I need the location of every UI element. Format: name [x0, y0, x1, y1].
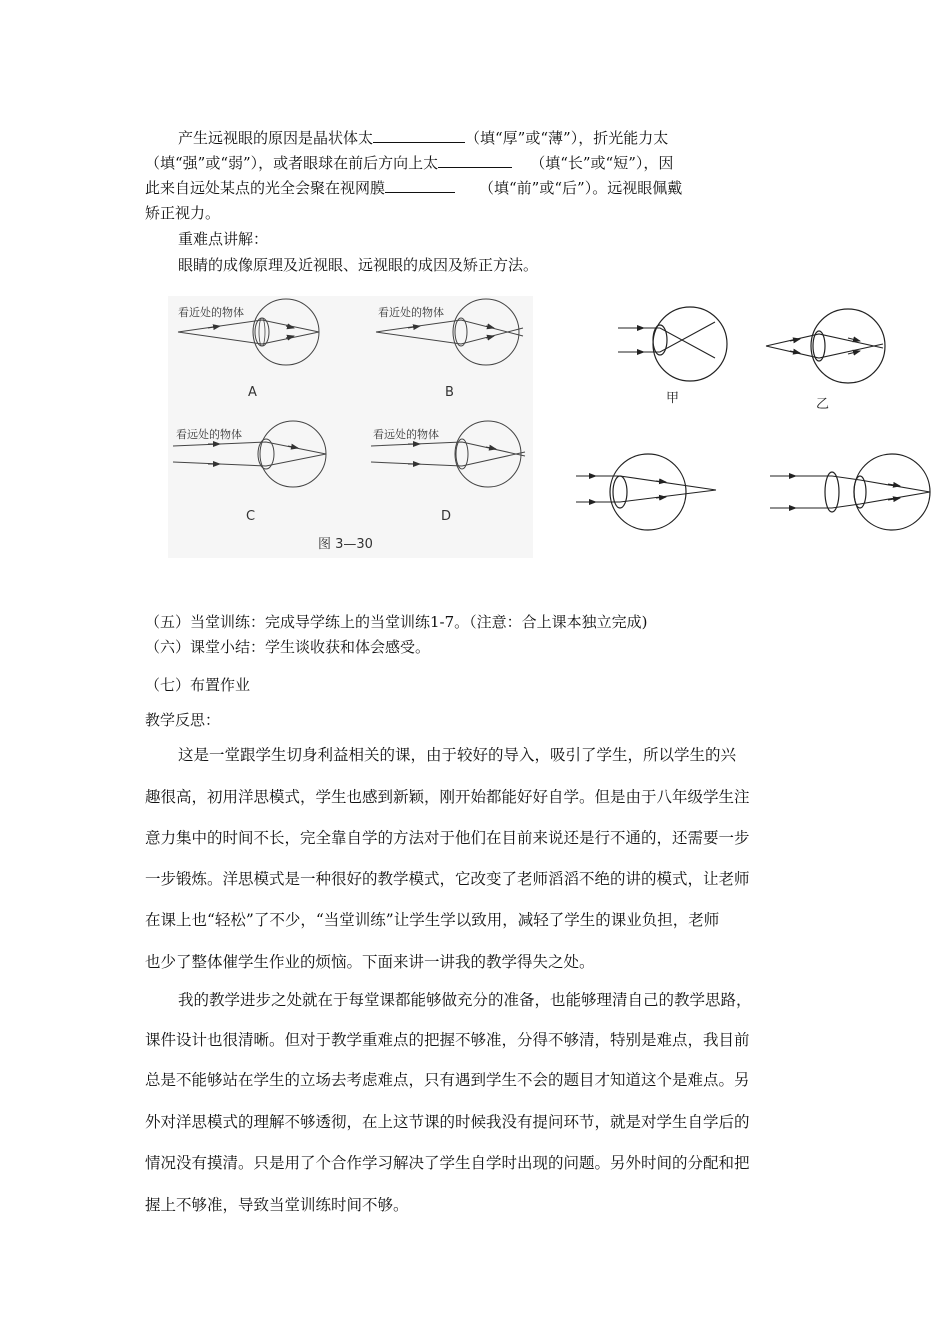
reflection-p2-line: 情况没有摸清。只是用了个合作学习解决了学生自学时出现的问题。另外时间的分配和把 [145, 1154, 750, 1172]
eyeball [253, 299, 319, 365]
intro-line-4: 矫正视力。 [145, 204, 221, 222]
reflection-p2-line: 外对洋思模式的理解不够透彻，在上这节课的时候我没有提问环节，就是对学生自学后的 [145, 1113, 750, 1131]
diagram-corrected [770, 454, 930, 530]
label-d: D [441, 509, 452, 524]
light-ray [371, 442, 525, 466]
eyeball [455, 421, 521, 487]
near-object-label: 看近处的物体 [378, 306, 444, 319]
diagram-jia [618, 307, 727, 406]
lens [613, 476, 627, 508]
far-object-label: 看远处的物体 [373, 428, 439, 441]
eye-diagram-figure [168, 296, 533, 558]
light-ray [178, 320, 319, 344]
diagram-yi [766, 309, 885, 412]
far-object-label: 看远处的物体 [176, 428, 242, 441]
lens [456, 439, 468, 469]
lens [255, 318, 269, 346]
light-ray [770, 476, 930, 508]
answer-blank-2[interactable] [438, 153, 512, 168]
diagram-hyperopia [576, 454, 716, 530]
reflection-p1-line: 这是一堂跟学生切身利益相关的课，由于较好的导入，吸引了学生，所以学生的兴 [178, 746, 737, 764]
intro-text: （填“强”或“弱”），或者眼球在前后方向上太 [145, 154, 439, 172]
intro-line-2 [145, 153, 825, 173]
label-jia: 甲 [666, 391, 680, 406]
eyeball [260, 421, 326, 487]
reflection-p1-line: 意力集中的时间不长，完全靠自学的方法对于他们在目前来说还是行不通的，还需要一步 [145, 829, 750, 847]
label-a: A [248, 385, 257, 400]
intro-text: （填“前”或“后”）。远视眼佩戴 [479, 179, 683, 197]
eye-diagram-svg [168, 296, 533, 558]
intro-line-3 [145, 178, 825, 198]
diagram-c [173, 421, 326, 524]
key-points-body: 眼睛的成像原理及近视眼、远视眼的成因及矫正方法。 [178, 256, 539, 274]
light-ray [576, 476, 716, 502]
near-object-label: 看近处的物体 [178, 306, 244, 319]
answer-blank-3[interactable] [385, 178, 455, 193]
reflection-p1-line: 趣很高，初用洋思模式，学生也感到新颖，刚开始都能好好自学。但是由于八年级学生注 [145, 788, 750, 806]
diagram-b [376, 299, 523, 400]
intro-text: （填“厚”或“薄”），折光能力太 [465, 129, 669, 147]
step-7: （七）布置作业 [145, 676, 251, 694]
reflection-p1-line: 在课上也“轻松”了不少，“当堂训练”让学生学以致用，减轻了学生的课业负担，老师 [145, 911, 720, 929]
reflection-p1-line: 也少了整体催学生作业的烦恼。下面来讲一讲我的教学得失之处。 [145, 953, 595, 971]
intro-text: （填“长”或“短”），因 [530, 154, 674, 172]
diagram-a [178, 299, 319, 400]
label-yi: 乙 [816, 397, 830, 412]
eyeball [610, 454, 686, 530]
convex-lens [825, 472, 839, 512]
key-points-heading: 重难点讲解： [178, 230, 269, 248]
lens [653, 325, 667, 355]
reflection-p2-line: 我的教学进步之处就在于每堂课都能够做充分的准备，也能够理清自己的教学思路， [178, 991, 752, 1009]
intro-line-1 [178, 128, 828, 148]
lens [455, 318, 467, 346]
step-6: （六）课堂小结：学生谈收获和体会感受。 [145, 638, 431, 656]
label-c: C [246, 509, 256, 524]
figure-caption: 图 3—30 [318, 537, 373, 552]
light-ray [173, 442, 326, 466]
step-5: （五）当堂训练：完成导学练上的当堂训练1-7。（注意：合上课本独立完成) [145, 613, 648, 631]
reflection-p1-line: 一步锻炼。洋思模式是一种很好的教学模式，它改变了老师滔滔不绝的讲的模式，让老师 [145, 870, 750, 888]
reflection-p2-line: 课件设计也很清晰。但对于教学重难点的把握不够准，分得不够清，特别是难点，我目前 [145, 1031, 750, 1049]
reflection-heading: 教学反思： [145, 711, 221, 729]
light-ray [376, 320, 523, 344]
reflection-p2-line: 握上不够准，导致当堂训练时间不够。 [145, 1196, 409, 1214]
reflection-p2-line: 总是不能够站在学生的立场去考虑难点，只有遇到学生不会的题目才知道这个是难点。另 [145, 1071, 750, 1089]
answer-blank-1[interactable] [373, 128, 465, 143]
intro-text: 此来自远处某点的光全会聚在视网膜 [145, 179, 386, 197]
correction-diagram-svg [570, 296, 940, 556]
intro-text: 产生远视眼的原因是晶状体太 [178, 129, 374, 147]
label-b: B [445, 385, 454, 400]
diagram-d [371, 421, 525, 524]
